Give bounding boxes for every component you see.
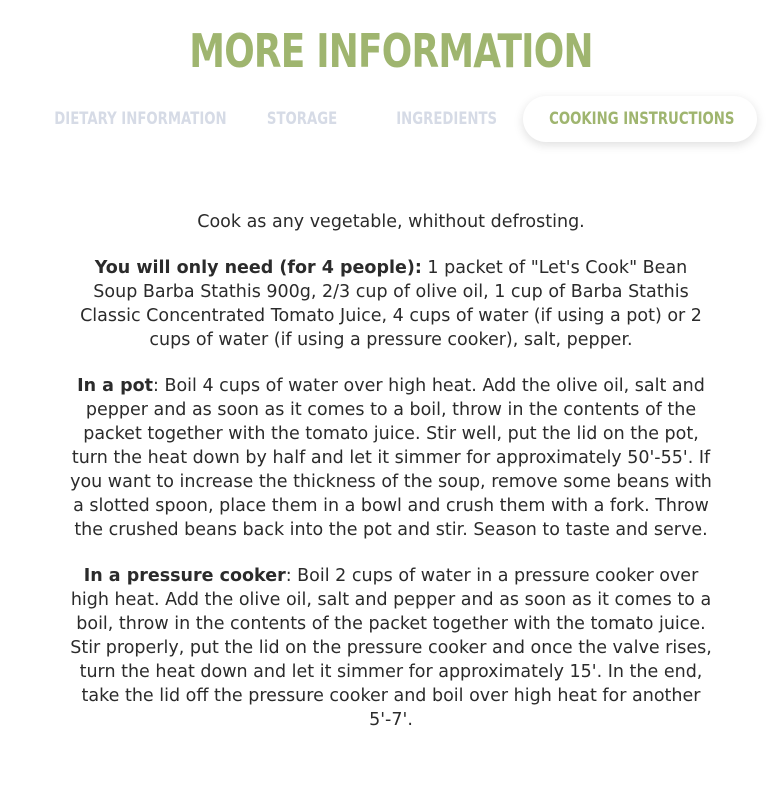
ingredients-needed-text: 1 packet of "Let's Cook" Bean Soup Barba Stathis 900g, 2/3 cup of olive oil, 1 cup of Barba Stathis Classic Concentrated Tomato Juice, 4 cups of water (if using a pot) or 2 cups of water (if using a pressure cooker), salt, pepper. [80,258,702,350]
tab-bar [0,96,782,142]
ingredients-needed-label: You will only need (for 4 people): [94,258,422,278]
cooking-instructions-panel [70,210,712,754]
pot-method-paragraph [70,374,712,542]
intro-text: Cook as any vegetable, whithout defrosting. [197,212,585,232]
tab-storage[interactable] [247,96,357,142]
page-title: MORE INFORMATION [189,24,593,78]
tab-label: STORAGE [266,109,338,129]
pressure-cooker-method-text: : Boil 2 cups of water in a pressure cooker over high heat. Add the olive oil, salt and pepper and as soon as it comes to a boil, throw in the contents of the packet together with the tomato juice. Stir properly, put the lid on the pressure cooker and once the valve rises, turn the heat down and let it simmer for approximately 15'. In the end, take the lid off the pressure cooker and boil over high heat for another 5'-7'. [70,566,712,730]
intro-paragraph [70,210,712,234]
pot-method-label: In a pot [77,376,154,396]
tab-dietary-information[interactable] [30,96,227,142]
tab-ingredients[interactable] [382,96,510,142]
pot-method-text: : Boil 4 cups of water over high heat. Add the olive oil, salt and pepper and as soon as it comes to a boil, throw in the contents of the packet together with the tomato juice. Stir well, put the lid on the pot, turn the heat down by half and let it simmer for approximately 50'-55'. If you want to increase the thickness of the soup, remove some beans with a slotted spoon, place them in a bowl and crush them with a fork. Throw the crushed beans back into the pot and stir. Season to taste and serve. [70,376,712,540]
tab-label: DIETARY INFORMATION [54,109,227,129]
tab-label: COOKING INSTRUCTIONS [549,109,735,129]
pressure-cooker-method-label: In a pressure cooker [83,566,286,586]
pressure-cooker-method-paragraph [70,564,712,732]
ingredients-needed-paragraph [70,256,712,352]
tab-label: INGREDIENTS [396,109,498,129]
tab-cooking-instructions[interactable] [523,96,757,142]
